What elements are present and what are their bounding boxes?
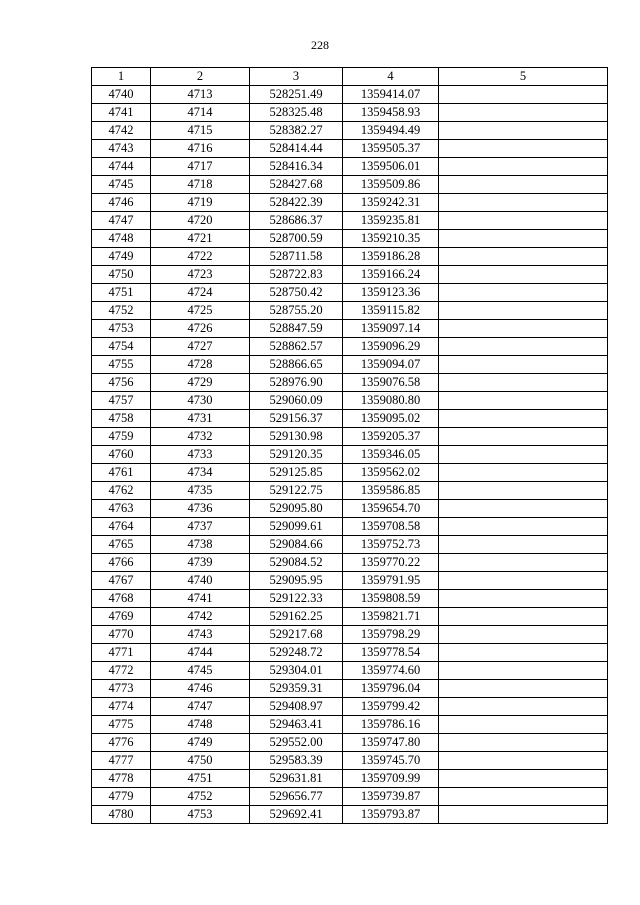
table-cell-col-3: 529248.72 [250,644,343,662]
table-cell-col-4: 1359123.36 [343,284,439,302]
table-cell-col-1: 4765 [92,536,151,554]
table-row [92,662,608,680]
table-cell-col-4: 1359786.16 [343,716,439,734]
table-cell-col-4: 1359096.29 [343,338,439,356]
table-cell-col-5 [439,518,608,536]
table-cell-col-2: 4742 [151,608,250,626]
table-cell-col-4: 1359076.58 [343,374,439,392]
table-cell-col-1: 4768 [92,590,151,608]
table-cell-col-5 [439,626,608,644]
table-cell-col-4: 1359796.04 [343,680,439,698]
table-cell-col-5 [439,698,608,716]
table-cell-col-5 [439,356,608,374]
table-cell-col-3: 529060.09 [250,392,343,410]
table-cell-col-3: 529583.39 [250,752,343,770]
table-cell-col-3: 529130.98 [250,428,343,446]
table-cell-col-2: 4752 [151,788,250,806]
table-cell-col-5 [439,158,608,176]
table-cell-col-1: 4777 [92,752,151,770]
table-cell-col-5 [439,284,608,302]
table-cell-col-2: 4747 [151,698,250,716]
table-cell-col-4: 1359346.05 [343,446,439,464]
table-row [92,698,608,716]
table-cell-col-1: 4747 [92,212,151,230]
table-cell-col-4: 1359562.02 [343,464,439,482]
table-cell-col-2: 4733 [151,446,250,464]
table-cell-col-1: 4774 [92,698,151,716]
table-cell-col-5 [439,104,608,122]
table-cell-col-5 [439,590,608,608]
table-cell-col-5 [439,194,608,212]
table-cell-col-5 [439,320,608,338]
table-row [92,536,608,554]
table-cell-col-3: 528976.90 [250,374,343,392]
table-cell-col-3: 528862.57 [250,338,343,356]
table-cell-col-1: 4754 [92,338,151,356]
table-cell-col-1: 4751 [92,284,151,302]
table-cell-col-2: 4729 [151,374,250,392]
table-cell-col-2: 4732 [151,428,250,446]
table-cell-col-2: 4741 [151,590,250,608]
table-cell-col-4: 1359709.99 [343,770,439,788]
table-cell-col-1: 4763 [92,500,151,518]
table-cell-col-5 [439,770,608,788]
table-row [92,122,608,140]
table-cell-col-5 [439,500,608,518]
table-cell-col-3: 529162.25 [250,608,343,626]
page-number: 228 [311,38,329,52]
table-cell-col-1: 4750 [92,266,151,284]
table-cell-col-4: 1359095.02 [343,410,439,428]
table-cell-col-2: 4735 [151,482,250,500]
column-header-3: 3 [250,68,343,86]
table-cell-col-1: 4759 [92,428,151,446]
table-row [92,572,608,590]
table-cell-col-3: 528251.49 [250,86,343,104]
table-cell-col-4: 1359494.49 [343,122,439,140]
table-row [92,464,608,482]
table-row [92,716,608,734]
table-cell-col-1: 4757 [92,392,151,410]
table-cell-col-4: 1359242.31 [343,194,439,212]
table-cell-col-2: 4730 [151,392,250,410]
table-cell-col-2: 4717 [151,158,250,176]
table-cell-col-3: 528416.34 [250,158,343,176]
table-cell-col-5 [439,86,608,104]
table-cell-col-3: 529217.68 [250,626,343,644]
table-row [92,644,608,662]
table-cell-col-1: 4771 [92,644,151,662]
table-cell-col-3: 529095.95 [250,572,343,590]
table-cell-col-1: 4756 [92,374,151,392]
table-cell-col-5 [439,482,608,500]
table-row [92,230,608,248]
table-cell-col-3: 529099.61 [250,518,343,536]
table-cell-col-3: 529122.75 [250,482,343,500]
table-cell-col-4: 1359094.07 [343,356,439,374]
table-cell-col-2: 4734 [151,464,250,482]
table-cell-col-3: 528750.42 [250,284,343,302]
table-cell-col-2: 4738 [151,536,250,554]
table-cell-col-3: 528382.27 [250,122,343,140]
table-cell-col-4: 1359186.28 [343,248,439,266]
table-cell-col-5 [439,122,608,140]
table-row [92,752,608,770]
column-header-1: 1 [92,68,151,86]
table-cell-col-3: 528325.48 [250,104,343,122]
table-cell-col-2: 4722 [151,248,250,266]
table-cell-col-5 [439,788,608,806]
table-cell-col-2: 4750 [151,752,250,770]
table-cell-col-2: 4749 [151,734,250,752]
table-cell-col-1: 4779 [92,788,151,806]
table-cell-col-4: 1359791.95 [343,572,439,590]
table-row [92,194,608,212]
table-cell-col-2: 4714 [151,104,250,122]
table-cell-col-4: 1359505.37 [343,140,439,158]
table-cell-col-3: 529122.33 [250,590,343,608]
table-cell-col-4: 1359458.93 [343,104,439,122]
table-cell-col-5 [439,428,608,446]
table-cell-col-5 [439,536,608,554]
table-cell-col-5 [439,140,608,158]
table-cell-col-3: 529656.77 [250,788,343,806]
table-cell-col-3: 528414.44 [250,140,343,158]
table-row [92,176,608,194]
table-cell-col-4: 1359821.71 [343,608,439,626]
table-cell-col-4: 1359745.70 [343,752,439,770]
table-cell-col-2: 4718 [151,176,250,194]
table-row [92,140,608,158]
table-cell-col-5 [439,806,608,824]
table-row [92,482,608,500]
table-cell-col-2: 4753 [151,806,250,824]
table-cell-col-2: 4725 [151,302,250,320]
table-cell-col-1: 4748 [92,230,151,248]
table-cell-col-1: 4776 [92,734,151,752]
table-cell-col-2: 4713 [151,86,250,104]
table-cell-col-5 [439,662,608,680]
table-cell-col-4: 1359747.80 [343,734,439,752]
table-cell-col-2: 4736 [151,500,250,518]
table-row [92,806,608,824]
table-cell-col-2: 4740 [151,572,250,590]
table-cell-col-2: 4751 [151,770,250,788]
coordinates-table [91,67,608,824]
table-cell-col-1: 4752 [92,302,151,320]
table-cell-col-1: 4762 [92,482,151,500]
table-cell-col-1: 4767 [92,572,151,590]
table-row [92,320,608,338]
table-row [92,446,608,464]
table-cell-col-2: 4739 [151,554,250,572]
table-cell-col-3: 529156.37 [250,410,343,428]
table-cell-col-1: 4780 [92,806,151,824]
table-cell-col-1: 4778 [92,770,151,788]
table-cell-col-1: 4745 [92,176,151,194]
table-cell-col-3: 529304.01 [250,662,343,680]
table-cell-col-4: 1359506.01 [343,158,439,176]
table-cell-col-1: 4755 [92,356,151,374]
table-cell-col-1: 4766 [92,554,151,572]
table-cell-col-3: 529408.97 [250,698,343,716]
table-cell-col-5 [439,464,608,482]
table-cell-col-2: 4743 [151,626,250,644]
table-cell-col-5 [439,374,608,392]
table-cell-col-4: 1359205.37 [343,428,439,446]
table-row [92,266,608,284]
table-row [92,104,608,122]
table-cell-col-5 [439,302,608,320]
table-cell-col-3: 528847.59 [250,320,343,338]
table-cell-col-4: 1359798.29 [343,626,439,644]
table-cell-col-3: 528686.37 [250,212,343,230]
table-cell-col-3: 529631.81 [250,770,343,788]
table-cell-col-3: 528711.58 [250,248,343,266]
table-row [92,626,608,644]
table-cell-col-4: 1359739.87 [343,788,439,806]
table-cell-col-3: 529084.52 [250,554,343,572]
table-cell-col-5 [439,446,608,464]
table-cell-col-1: 4742 [92,122,151,140]
table-cell-col-1: 4770 [92,626,151,644]
table-cell-col-4: 1359654.70 [343,500,439,518]
table-cell-col-5 [439,266,608,284]
table-cell-col-3: 528422.39 [250,194,343,212]
table-cell-col-2: 4719 [151,194,250,212]
table-cell-col-4: 1359793.87 [343,806,439,824]
table-cell-col-4: 1359586.85 [343,482,439,500]
table-cell-col-3: 528866.65 [250,356,343,374]
table-cell-col-4: 1359808.59 [343,590,439,608]
column-header-2: 2 [151,68,250,86]
table-cell-col-3: 529359.31 [250,680,343,698]
table-cell-col-1: 4741 [92,104,151,122]
table-cell-col-5 [439,392,608,410]
table-cell-col-2: 4716 [151,140,250,158]
table-cell-col-1: 4760 [92,446,151,464]
table-row [92,734,608,752]
table-cell-col-1: 4746 [92,194,151,212]
column-header-5: 5 [439,68,608,86]
table-cell-col-3: 529125.85 [250,464,343,482]
table-cell-col-3: 529084.66 [250,536,343,554]
table-cell-col-5 [439,554,608,572]
table-cell-col-1: 4744 [92,158,151,176]
table-cell-col-4: 1359774.60 [343,662,439,680]
table-row [92,374,608,392]
table-cell-col-2: 4746 [151,680,250,698]
table-cell-col-5 [439,572,608,590]
table-cell-col-2: 4720 [151,212,250,230]
table-cell-col-1: 4764 [92,518,151,536]
table-cell-col-4: 1359414.07 [343,86,439,104]
table-cell-col-2: 4748 [151,716,250,734]
table-cell-col-2: 4723 [151,266,250,284]
table-row [92,212,608,230]
table-row [92,770,608,788]
table-row [92,248,608,266]
table-cell-col-2: 4745 [151,662,250,680]
table-header-row [92,68,608,86]
table-cell-col-3: 529463.41 [250,716,343,734]
table-cell-col-2: 4715 [151,122,250,140]
table-cell-col-3: 529120.35 [250,446,343,464]
table-body [92,86,608,824]
table-cell-col-5 [439,716,608,734]
table-cell-col-5 [439,644,608,662]
table-row [92,590,608,608]
table-cell-col-2: 4744 [151,644,250,662]
table-cell-col-5 [439,734,608,752]
table-cell-col-4: 1359708.58 [343,518,439,536]
table-row [92,158,608,176]
table-cell-col-1: 4758 [92,410,151,428]
table-cell-col-1: 4743 [92,140,151,158]
table-row [92,302,608,320]
table-cell-col-4: 1359799.42 [343,698,439,716]
table-cell-col-3: 528722.83 [250,266,343,284]
table-cell-col-4: 1359080.80 [343,392,439,410]
table-cell-col-3: 528427.68 [250,176,343,194]
table-row [92,356,608,374]
table-cell-col-4: 1359770.22 [343,554,439,572]
table-row [92,428,608,446]
table-cell-col-2: 4726 [151,320,250,338]
table-row [92,554,608,572]
table-cell-col-3: 529552.00 [250,734,343,752]
table-cell-col-5 [439,680,608,698]
table-cell-col-4: 1359509.86 [343,176,439,194]
table-cell-col-1: 4753 [92,320,151,338]
table-cell-col-1: 4749 [92,248,151,266]
table-cell-col-1: 4740 [92,86,151,104]
table-cell-col-5 [439,230,608,248]
table-cell-col-1: 4761 [92,464,151,482]
table-cell-col-1: 4772 [92,662,151,680]
table-cell-col-5 [439,248,608,266]
table-row [92,788,608,806]
table-cell-col-2: 4727 [151,338,250,356]
table-cell-col-3: 528755.20 [250,302,343,320]
table-cell-col-5 [439,338,608,356]
table-row [92,518,608,536]
table-cell-col-2: 4737 [151,518,250,536]
table-cell-col-5 [439,212,608,230]
table-cell-col-4: 1359115.82 [343,302,439,320]
table-row [92,410,608,428]
table-cell-col-4: 1359210.35 [343,230,439,248]
table-cell-col-4: 1359166.24 [343,266,439,284]
table-cell-col-5 [439,752,608,770]
table-row [92,680,608,698]
table-row [92,86,608,104]
table-row [92,338,608,356]
table-cell-col-4: 1359097.14 [343,320,439,338]
table-row [92,392,608,410]
table-cell-col-1: 4775 [92,716,151,734]
table-row [92,500,608,518]
table-cell-col-1: 4769 [92,608,151,626]
table-cell-col-2: 4721 [151,230,250,248]
column-header-4: 4 [343,68,439,86]
table-cell-col-4: 1359752.73 [343,536,439,554]
table-cell-col-2: 4728 [151,356,250,374]
table-cell-col-3: 528700.59 [250,230,343,248]
table-cell-col-1: 4773 [92,680,151,698]
table-cell-col-3: 529692.41 [250,806,343,824]
table-cell-col-4: 1359235.81 [343,212,439,230]
table-row [92,608,608,626]
table-cell-col-5 [439,608,608,626]
table-cell-col-5 [439,410,608,428]
table-cell-col-2: 4731 [151,410,250,428]
table-cell-col-2: 4724 [151,284,250,302]
table-row [92,284,608,302]
table-cell-col-5 [439,176,608,194]
table-cell-col-4: 1359778.54 [343,644,439,662]
table-cell-col-3: 529095.80 [250,500,343,518]
